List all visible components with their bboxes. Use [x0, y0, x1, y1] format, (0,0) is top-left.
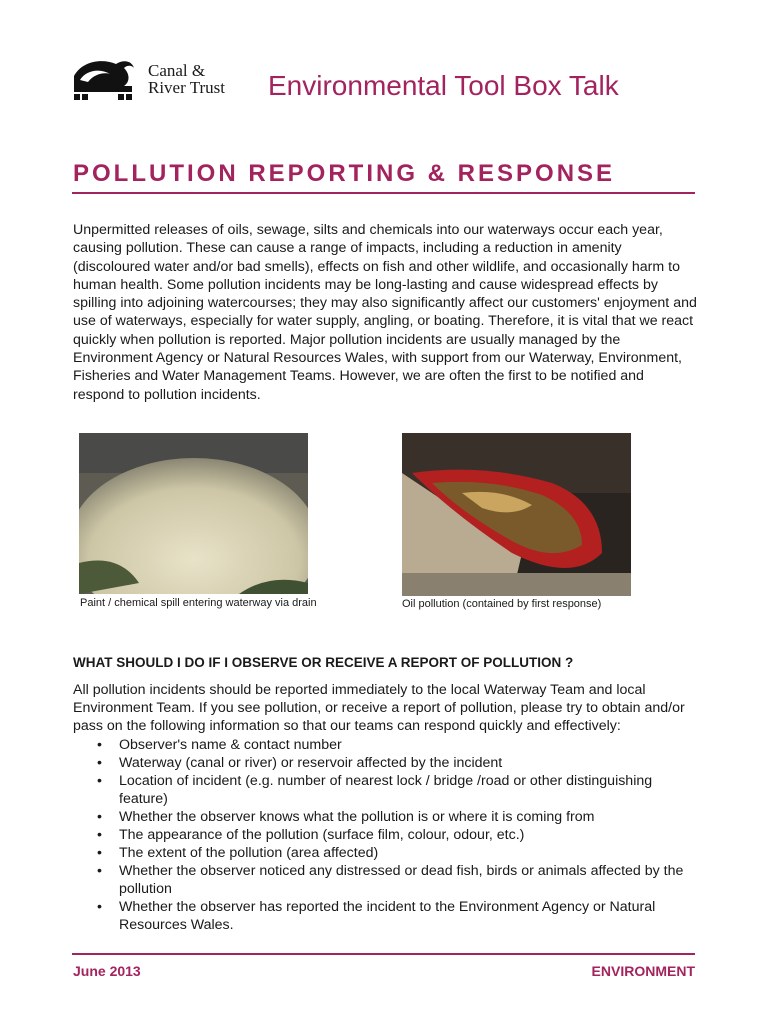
- oil-pollution-photo: [402, 433, 631, 596]
- list-item: • Observer's name & contact number: [73, 736, 698, 754]
- title-divider: [72, 192, 695, 194]
- list-item: • The appearance of the pollution (surface film, colour, odour, etc.): [73, 826, 698, 844]
- list-item: • Waterway (canal or river) or reservoir affected by the incident: [73, 754, 698, 772]
- list-item: • Whether the observer knows what the pollution is or where it is coming from: [73, 808, 698, 826]
- list-item: • Whether the observer noticed any distressed or dead fish, birds or animals affected by the pollution: [73, 862, 698, 898]
- toolbox-talk-title: Environmental Tool Box Talk: [268, 70, 619, 101]
- list-item: • Whether the observer has reported the incident to the Environment Agency or Natural Resources Wales.: [73, 898, 698, 934]
- list-item: • The extent of the pollution (area affected): [73, 844, 698, 862]
- logo-line-1: Canal &: [148, 61, 206, 80]
- list-item: • Location of incident (e.g. number of nearest lock / bridge /road or other distinguishing feature): [73, 772, 698, 808]
- photo-caption: Oil pollution (contained by first response): [402, 598, 602, 610]
- section-paragraph: All pollution incidents should be reported immediately to the local Waterway Team and local Environment Team. If you see pollution, or receive a report of pollution, please try to obtain and/or pass on the following information so that our teams can respond quickly and effectively:: [73, 682, 685, 734]
- logo-line-2: River Trust: [148, 78, 225, 97]
- section-heading: WHAT SHOULD I DO IF I OBSERVE OR RECEIVE A REPORT OF POLLUTION ?: [73, 655, 574, 670]
- canal-river-trust-logo: [72, 56, 225, 102]
- info-checklist: [73, 736, 698, 934]
- footer-divider: [72, 953, 695, 955]
- photo-caption: Paint / chemical spill entering waterway via drain: [80, 597, 317, 609]
- footer-category: ENVIRONMENT: [591, 963, 695, 979]
- chemical-spill-photo: [79, 433, 308, 594]
- footer-date: June 2013: [73, 963, 141, 979]
- intro-paragraph: Unpermitted releases of oils, sewage, silts and chemicals into our waterways occur each year, causing pollution. These can cause a range of impacts, including a reduction in amenity (discoloured water and/or bad smells), effects on fish and other wildlife, and occasionally harm to human health. Some pollution incidents may be long-lasting and cause widespread effects by spilling into adjoining watercourses; they may also significantly affect our customers' enjoyment and use of waterways, especially for water supply, angling, or boating. Therefore, it is vital that we react quickly when pollution is reported. Major pollution incidents are usually managed by the Environment Agency or Natural Resources Wales, with support from our Waterway, Environment, Fisheries and Water Management Teams. However, we are often the first to be notified and respond to pollution incidents.: [73, 222, 697, 403]
- page-title: POLLUTION REPORTING & RESPONSE: [73, 160, 616, 187]
- swan-icon: [72, 56, 138, 102]
